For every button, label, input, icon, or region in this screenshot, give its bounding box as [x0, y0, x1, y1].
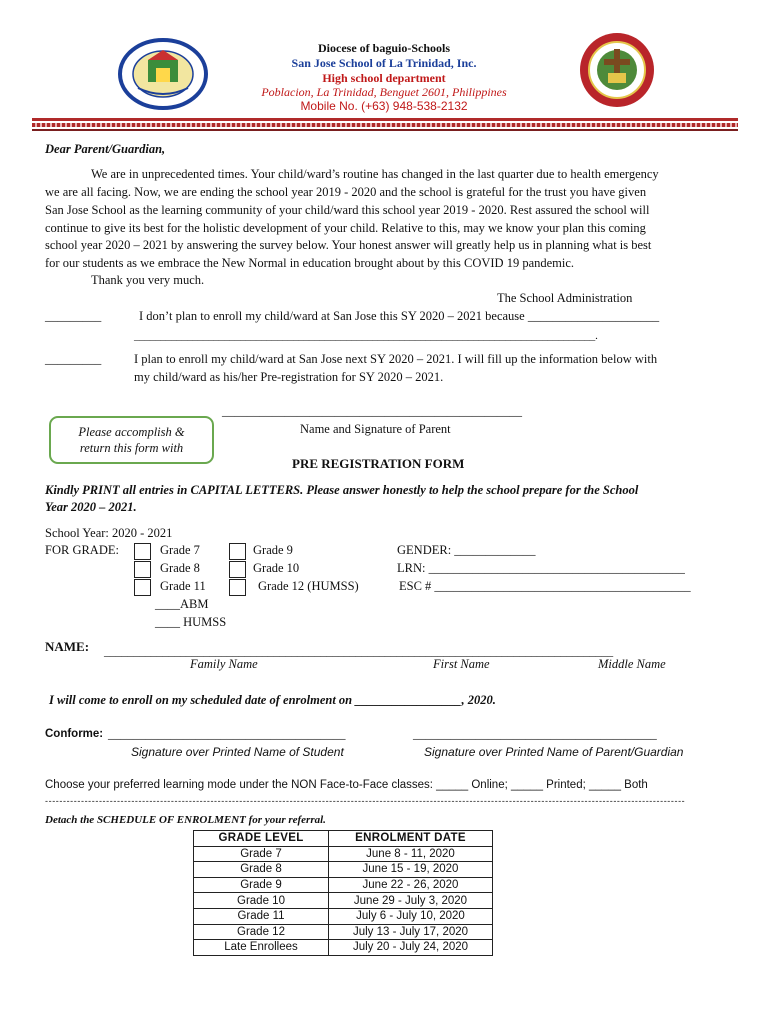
name-label: NAME: [45, 639, 90, 654]
school-year: School Year: 2020 - 2021 [45, 526, 173, 540]
grade-12-checkbox[interactable] [229, 579, 246, 596]
school-mobile: Mobile No. (+63) 948-538-2132 [300, 99, 468, 113]
table-row [194, 893, 493, 909]
table-row [194, 908, 493, 924]
instruction-line-1: Kindly PRINT all entries in CAPITAL LETTERS. Please answer honestly to help the school prepare for the School [45, 483, 639, 497]
diocese-name: Diocese of baguio-Schools [318, 41, 450, 55]
strand-humss[interactable]: ____ HUMSS [155, 615, 227, 629]
date-cell: July 6 - July 10, 2020 [329, 908, 493, 924]
grade-cell: Grade 12 [194, 924, 329, 940]
salutation: Dear Parent/Guardian, [45, 142, 166, 156]
table-header-row [194, 831, 493, 847]
date-cell: June 29 - July 3, 2020 [329, 893, 493, 909]
student-signature-label: Signature over Printed Name of Student [131, 745, 344, 759]
parent-guardian-signature-label: Signature over Printed Name of Parent/Guardian [424, 745, 684, 759]
date-cell: July 13 - July 17, 2020 [329, 924, 493, 940]
letter-line-1: We are in unprecedented times. Your child/ward’s routine has changed in the last quarter due to health emergency [91, 167, 659, 181]
note-line-2: return this form with [79, 441, 184, 455]
letter-line-3: San Jose School as the learning community of your child/ward this school year 2019 - 2020. Rest assured the school will [45, 203, 650, 217]
date-cell: June 8 - 11, 2020 [329, 846, 493, 862]
letter-line-6: for our students as we embrace the New Normal in education brought about by this COVID 19 pandemic. [45, 256, 575, 270]
grade-11-checkbox[interactable] [134, 579, 151, 596]
conforme-student-line[interactable]: ______________________________________ [108, 727, 346, 741]
note-box [49, 416, 214, 464]
detach-dashed-line: ---------------------------------------------------------------------------------------------------------------------------------------------------------------------------------- [45, 796, 686, 806]
department-name: High school department [322, 71, 446, 85]
option-enroll-line-2: my child/ward as his/her Pre-registration for SY 2020 – 2021. [134, 370, 444, 384]
grade-11-label: Grade 11 [160, 579, 206, 593]
thanks: Thank you very much. [91, 273, 205, 287]
school-name: San Jose School of La Trinidad, Inc. [291, 56, 477, 70]
school-address: Poblacion, La Trinidad, Benguet 2601, Philippines [261, 85, 507, 99]
learning-mode-choice[interactable]: Choose your preferred learning mode under the NON Face-to-Face classes: _____ Online; _____ Printed; _____ Both [45, 779, 648, 791]
grade-7-label: Grade 7 [160, 543, 200, 557]
instruction-line-2: Year 2020 – 2021. [45, 500, 137, 514]
grade-10-label: Grade 10 [253, 561, 300, 575]
table-row [194, 862, 493, 878]
grade-12-label: Grade 12 (HUMSS) [258, 579, 359, 593]
signoff: The School Administration [497, 291, 633, 305]
option-no-enroll-reason-line[interactable]: _______________________________________________________________________________________. [134, 330, 598, 342]
table-row [194, 940, 493, 956]
table-row [194, 924, 493, 940]
grade-9-checkbox[interactable] [229, 543, 246, 560]
grade-cell: Late Enrollees [194, 940, 329, 956]
grade-8-label: Grade 8 [160, 561, 200, 575]
lrn-field[interactable]: LRN: _________________________________________ [397, 561, 685, 575]
letter-line-4: continue to give its best for the holistic development of your child. Relative to this, may we know your plan this coming [45, 221, 646, 235]
conforme-parent-line[interactable]: _______________________________________ [413, 727, 657, 741]
form-title: PRE REGISTRATION FORM [292, 456, 465, 471]
conforme-label: Conforme: [45, 728, 104, 740]
for-grade-label: FOR GRADE: [45, 543, 119, 557]
date-cell: June 15 - 19, 2020 [329, 862, 493, 878]
letter-line-2: we are all facing. Now, we are ending the school year 2019 - 2020 and the school is grateful for the trust you have given [45, 185, 647, 199]
option-no-blank[interactable]: _________ [45, 309, 102, 323]
strand-abm[interactable]: ____ABM [155, 597, 209, 611]
option-no-enroll: I don’t plan to enroll my child/ward at San Jose this SY 2020 – 2021 because _____________________ [139, 309, 660, 323]
grade-7-checkbox[interactable] [134, 543, 151, 560]
grade-9-label: Grade 9 [253, 543, 293, 557]
grade-cell: Grade 10 [194, 893, 329, 909]
middle-name-label: Middle Name [598, 657, 666, 671]
grade-8-checkbox[interactable] [134, 561, 151, 578]
option-enroll-line-1: I plan to enroll my child/ward at San Jose next SY 2020 – 2021. I will fill up the information below with [134, 352, 658, 366]
first-name-label: First Name [433, 657, 490, 671]
date-cell: July 20 - July 24, 2020 [329, 940, 493, 956]
enroll-date-statement[interactable]: I will come to enroll on my scheduled date of enrolment on _________________, 2020. [49, 693, 496, 707]
detach-label: Detach the SCHEDULE OF ENROLMENT for your referral. [45, 814, 326, 826]
family-name-label: Family Name [190, 657, 258, 671]
enrolment-schedule-table [193, 830, 493, 956]
header-enrolment-date: ENROLMENT DATE [329, 831, 493, 847]
grade-cell: Grade 11 [194, 908, 329, 924]
header-divider [32, 118, 738, 131]
table-row [194, 846, 493, 862]
grade-10-checkbox[interactable] [229, 561, 246, 578]
letter-line-5: school year 2020 – 2021 by answering the survey below. Your honest answer will greatly help us in planning what is best [45, 238, 652, 252]
parent-signature-line[interactable]: ________________________________________________ [222, 404, 522, 418]
header-grade-level: GRADE LEVEL [194, 831, 329, 847]
grade-cell: Grade 8 [194, 862, 329, 878]
grade-cell: Grade 9 [194, 877, 329, 893]
grade-cell: Grade 7 [194, 846, 329, 862]
gender-field[interactable]: GENDER: _____________ [397, 543, 536, 557]
date-cell: June 22 - 26, 2020 [329, 877, 493, 893]
table-row [194, 877, 493, 893]
note-line-1: Please accomplish & [78, 425, 185, 439]
esc-field[interactable]: ESC # _________________________________________ [399, 579, 691, 593]
option-yes-blank[interactable]: _________ [45, 352, 102, 366]
parent-signature-label: Name and Signature of Parent [300, 422, 451, 436]
name-line[interactable]: _______________________________________________________________________________________ [104, 644, 613, 658]
